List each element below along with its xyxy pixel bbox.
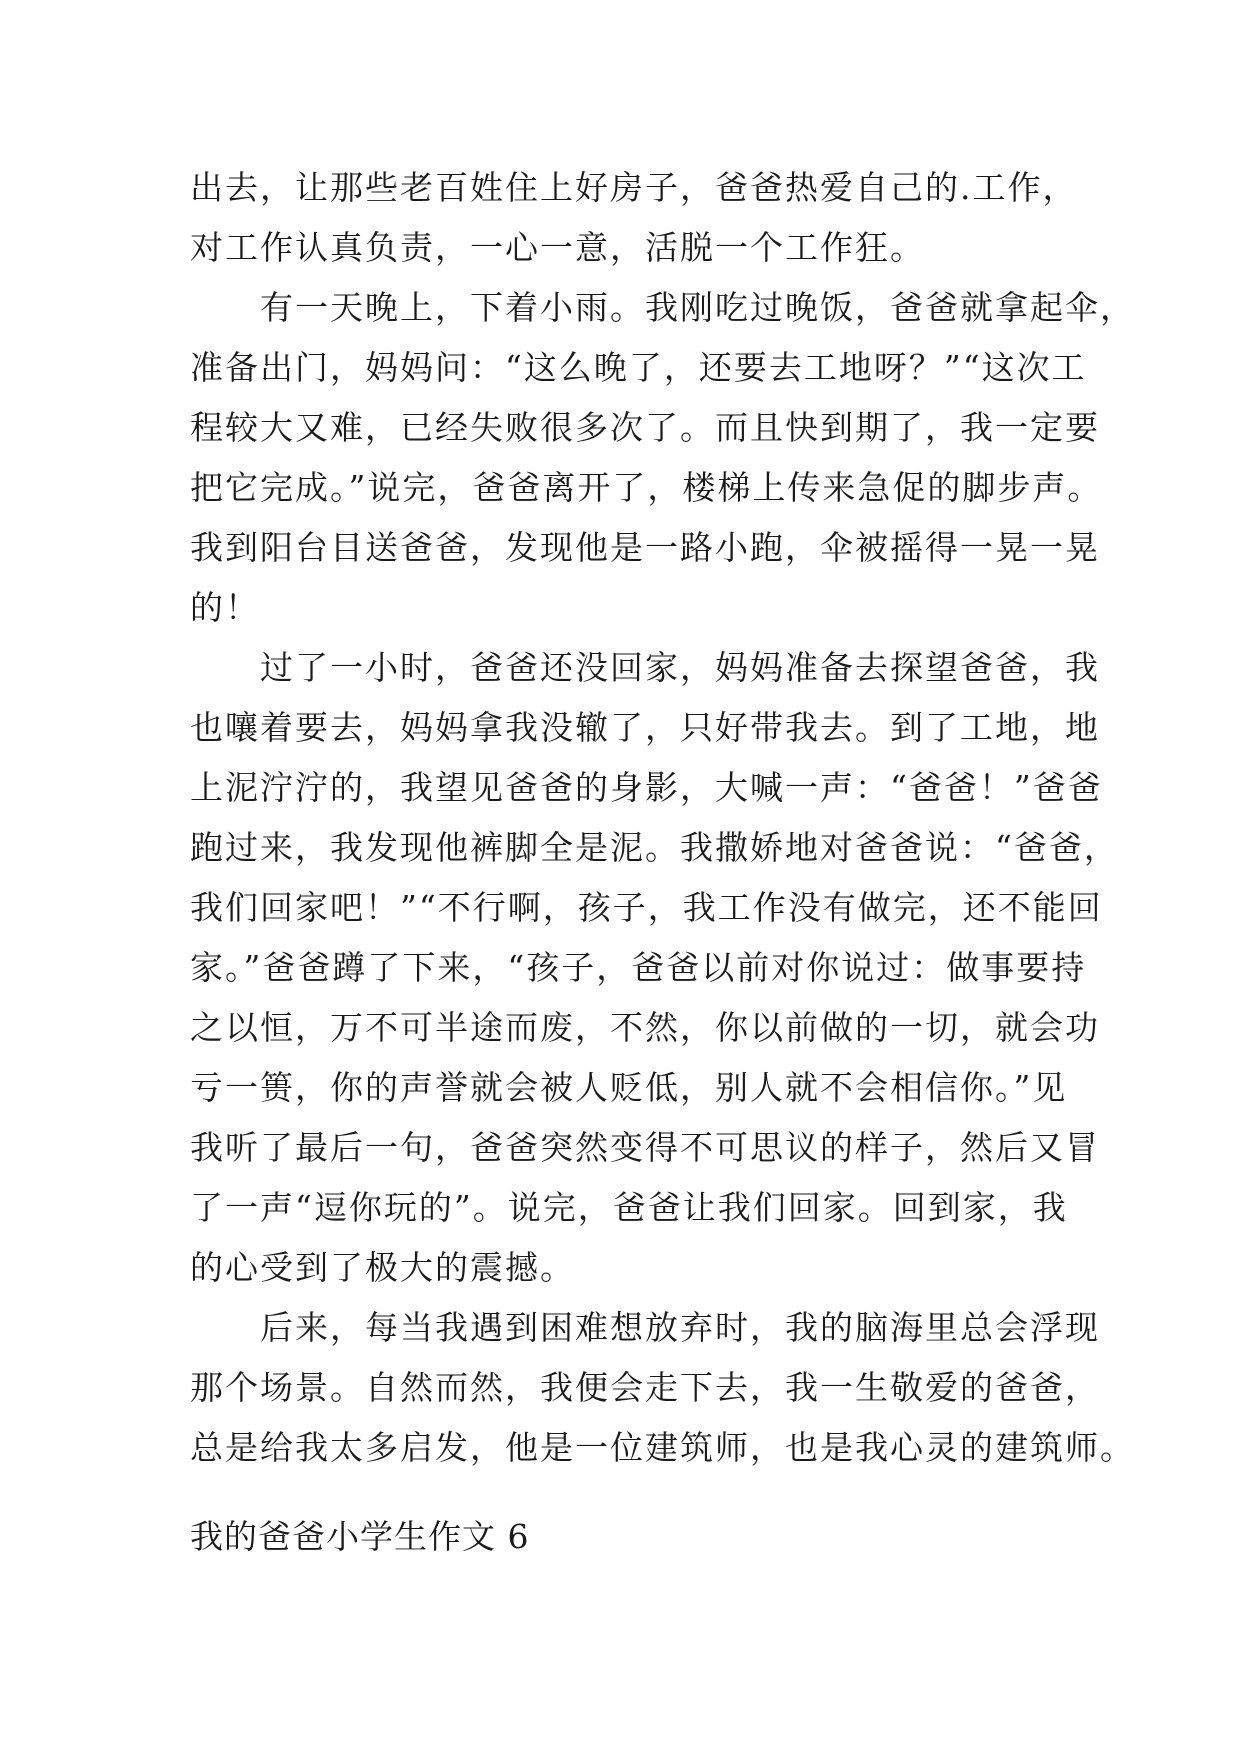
text-line: 总是给我太多启发，他是一位建筑师，也是我心灵的建筑师。 <box>190 1428 1135 1467</box>
text-line: 我听了最后一句，爸爸突然变得不可思议的样子，然后又冒 <box>190 1128 1100 1167</box>
text-line: 的心受到了极大的震撼。 <box>190 1248 575 1287</box>
essay-body <box>190 158 1135 1478</box>
text-line: 有一天晚上，下着小雨。我刚吃过晚饭，爸爸就拿起伞， <box>190 288 1135 327</box>
text-line: 那个场景。自然而然，我便会走下去，我一生敬爱的爸爸， <box>190 1368 1100 1407</box>
text-line: 亏一篑，你的声誉就会被人贬低，别人就不会相信你。”见 <box>190 1068 1068 1107</box>
text-line: 之以恒，万不可半途而废，不然，你以前做的一切，就会功 <box>190 1008 1100 1047</box>
text-line: 也嚷着要去，妈妈拿我没辙了，只好带我去。到了工地，地 <box>190 708 1100 747</box>
text-line: 后来，每当我遇到困难想放弃时，我的脑海里总会浮现 <box>190 1308 1100 1347</box>
text-line: 把它完成。”说完，爸爸离开了，楼梯上传来急促的脚步声。 <box>190 468 1103 507</box>
text-line: 准备出门，妈妈问：“这么晚了，还要去工地呀？”“这次工 <box>190 348 1087 387</box>
text-line: 我到阳台目送爸爸，发现他是一路小跑，伞被摇得一晃一晃 <box>190 528 1100 567</box>
text-line: 对工作认真负责，一心一意，活脱一个工作狂。 <box>190 228 925 267</box>
text-line: 我们回家吧！”“不行啊，孩子，我工作没有做完，还不能回 <box>190 888 1103 927</box>
text-line: 出去，让那些老百姓住上好房子，爸爸热爱自己的.工作， <box>190 168 1078 207</box>
text-line: 家。”爸爸蹲了下来，“孩子，爸爸以前对你说过：做事要持 <box>190 948 1087 987</box>
text-line: 上泥泞泞的，我望见爸爸的身影，大喊一声：“爸爸！”爸爸 <box>190 768 1103 807</box>
section-heading: 我的爸爸小学生作文 6 <box>190 1517 530 1556</box>
text-line: 过了一小时，爸爸还没回家，妈妈准备去探望爸爸，我 <box>190 648 1100 687</box>
text-line: 跑过来，我发现他裤脚全是泥。我撒娇地对爸爸说：“爸爸， <box>190 828 1119 867</box>
text-line: 的！ <box>190 588 260 627</box>
text-line: 了一声“逗你玩的”。说完，爸爸让我们回家。回到家，我 <box>190 1188 1068 1227</box>
text-line: 程较大又难，已经失败很多次了。而且快到期了，我一定要 <box>190 408 1100 447</box>
